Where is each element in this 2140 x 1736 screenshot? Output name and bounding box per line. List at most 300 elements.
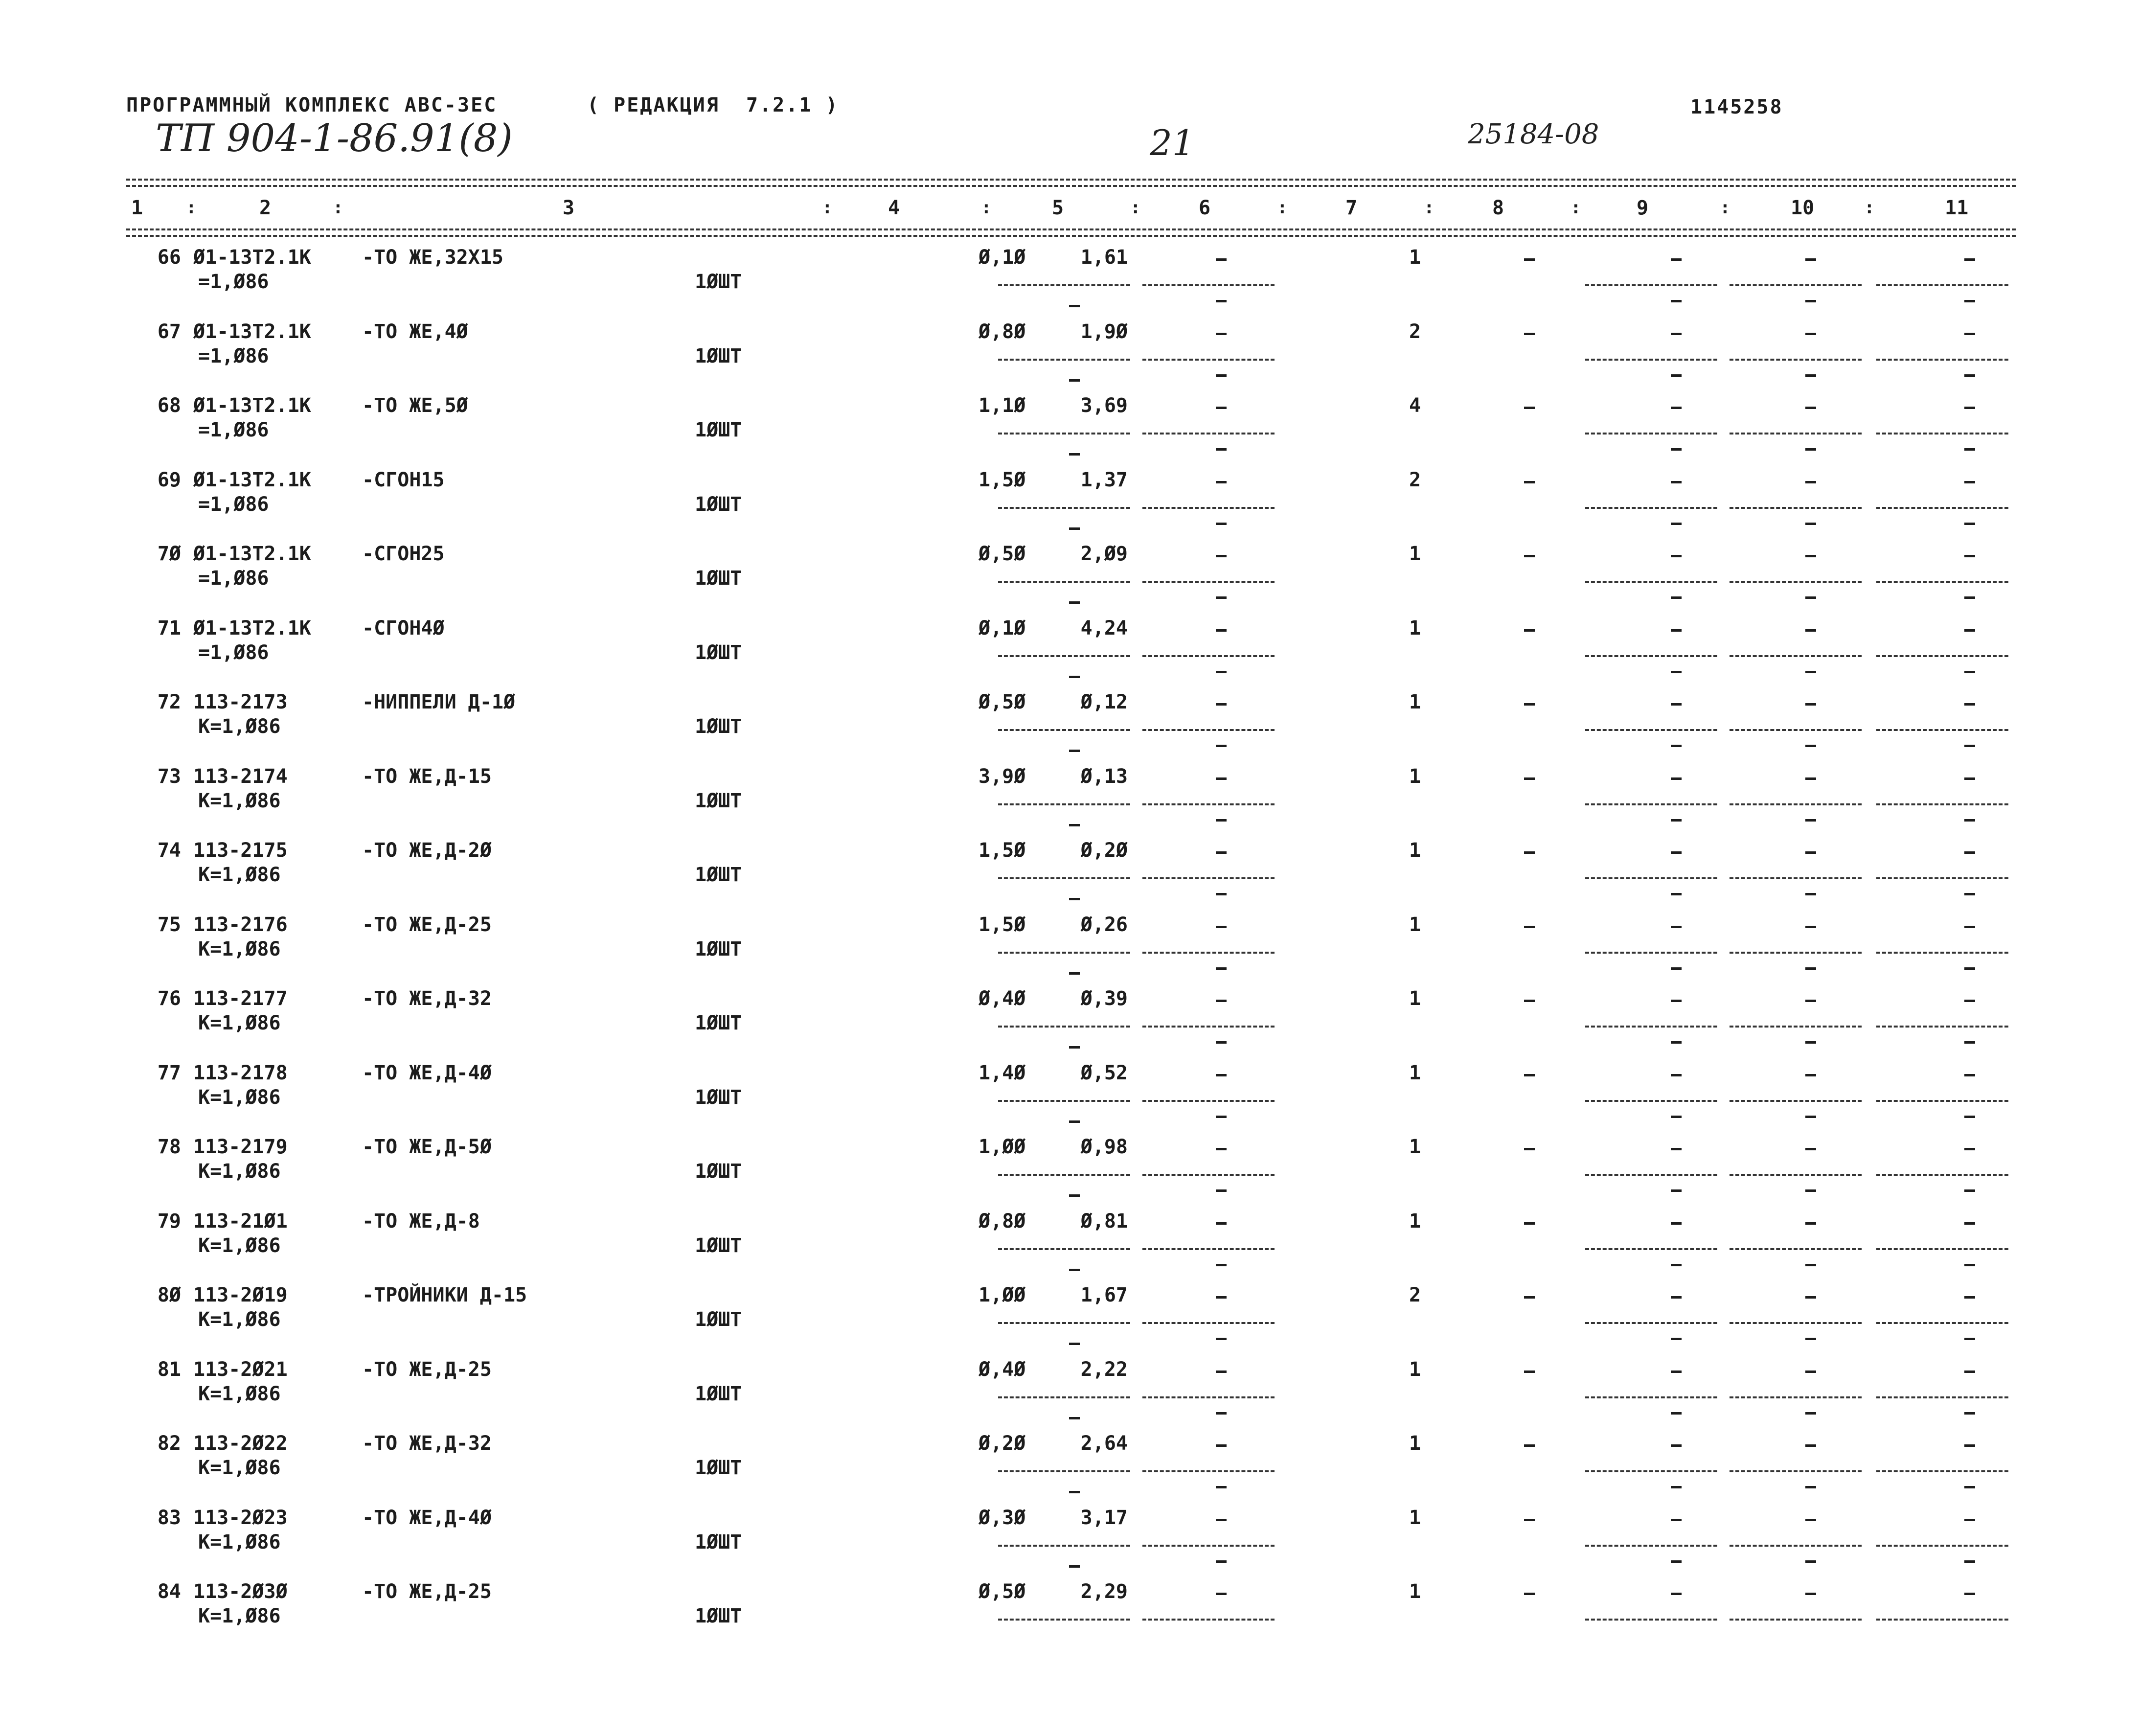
unit: 1ØШТ [695,790,742,812]
col10-underline [1730,1545,1862,1547]
resource-name: -ТО ЖЕ,Д-5Ø [362,1136,492,1158]
column-number: 2 [259,197,272,219]
quantity: 1,ØØ [979,1136,1026,1158]
col6-sub-dash [1216,1041,1227,1044]
col10-sub-dash [1805,1338,1816,1340]
col10-dash [1805,407,1816,409]
column-number: 3 [563,197,575,219]
col11-underline [1876,359,2008,361]
col10-sub-dash [1805,374,1816,377]
col11-sub-dash [1964,1041,1975,1044]
unit: 1ØШТ [695,1383,742,1405]
col9-dash [1671,1593,1682,1595]
col10-underline [1730,1026,1862,1028]
resource-name: -ТО ЖЕ,Д-25 [362,1580,492,1603]
col11-sub-dash [1964,1338,1975,1340]
resource-code: 113-21Ø1 [193,1210,288,1233]
col10-underline [1730,359,1862,361]
price: 4,24 [1080,617,1128,640]
col10-underline [1730,655,1862,657]
col11-sub-dash [1964,596,1975,599]
unit: 1ØШТ [695,345,742,367]
col8-dash [1524,333,1535,335]
col10-dash [1805,851,1816,854]
price-underline [998,1322,1130,1324]
price-underline [998,655,1130,657]
col11-sub-dash [1964,374,1975,377]
col11-sub-dash [1964,1412,1975,1415]
resource-code: 113-2177 [193,987,288,1010]
col7-value: 1 [1409,691,1421,713]
coefficient: К=1,Ø86 [198,1234,281,1257]
col6-dash [1216,1296,1227,1299]
price-sub-dash [1069,1120,1080,1123]
col6-sub-dash [1216,1412,1227,1415]
col6-sub-dash [1216,671,1227,673]
column-number: 6 [1199,197,1211,219]
resource-code: Ø1-13Т2.1К [193,617,311,640]
col7-value: 1 [1409,543,1421,565]
col10-sub-dash [1805,1189,1816,1192]
col10-dash [1805,777,1816,780]
col6-sub-dash [1216,523,1227,525]
col11-sub-dash [1964,819,1975,822]
row-number: 77 [157,1062,181,1084]
coefficient: К=1,Ø86 [198,1383,281,1405]
col6-underline [1142,877,1275,879]
col11-underline [1876,952,2008,954]
col6-sub-dash [1216,300,1227,302]
col9-underline [1585,1322,1717,1324]
col10-sub-dash [1805,893,1816,895]
price-sub-dash [1069,527,1080,530]
unit: 1ØШТ [695,1605,742,1627]
col10-sub-dash [1805,967,1816,970]
col7-value: 2 [1409,1284,1421,1306]
col11-underline [1876,433,2008,434]
col6-dash [1216,703,1227,706]
col11-sub-dash [1964,671,1975,673]
resource-name: -ТО ЖЕ,5Ø [362,394,468,417]
col11-sub-dash [1964,967,1975,970]
price-sub-dash [1069,676,1080,678]
price: Ø,81 [1080,1210,1128,1233]
col10-sub-dash [1805,1412,1816,1415]
column-separator: : [1864,198,1875,218]
column-number: 1 [131,197,143,219]
resource-code: 113-2Ø3Ø [193,1580,288,1603]
col9-sub-dash [1671,448,1682,451]
header-rule-top [126,179,2016,181]
col7-value: 1 [1409,1432,1421,1455]
quantity: Ø,1Ø [979,246,1026,269]
col6-underline [1142,433,1275,434]
column-separator: : [1571,198,1581,218]
resource-name: -ТО ЖЕ,Д-4Ø [362,1062,492,1084]
col11-sub-dash [1964,300,1975,302]
col10-underline [1730,952,1862,954]
col10-sub-dash [1805,523,1816,525]
row-number: 66 [157,246,181,269]
col9-underline [1585,1545,1717,1547]
price-sub-dash [1069,1491,1080,1493]
sheet-code: 25184-08 [1468,118,1599,150]
resource-name: -ТО ЖЕ,Д-32 [362,987,492,1010]
col6-dash [1216,1371,1227,1373]
col8-dash [1524,703,1535,706]
col11-dash [1964,1000,1975,1002]
col11-sub-dash [1964,1264,1975,1266]
col8-dash [1524,1296,1535,1299]
col6-dash [1216,629,1227,632]
price: Ø,2Ø [1080,839,1128,862]
col9-sub-dash [1671,300,1682,302]
quantity: Ø,8Ø [979,1210,1026,1233]
col10-dash [1805,1148,1816,1150]
col10-dash [1805,1296,1816,1299]
col6-underline [1142,1545,1275,1547]
col7-value: 1 [1409,1358,1421,1381]
col9-sub-dash [1671,745,1682,747]
col10-sub-dash [1805,1041,1816,1044]
col11-underline [1876,729,2008,731]
unit: 1ØШТ [695,641,742,664]
col9-underline [1585,1174,1717,1176]
resource-code: Ø1-13Т2.1К [193,394,311,417]
row-number: 73 [157,765,181,788]
unit: 1ØШТ [695,493,742,516]
col11-sub-dash [1964,1560,1975,1563]
col6-sub-dash [1216,1116,1227,1118]
coefficient: К=1,Ø86 [198,715,281,738]
price-underline [998,359,1130,361]
resource-name: -ТО ЖЕ,Д-32 [362,1432,492,1455]
header-rule-top-2 [126,185,2016,187]
col6-dash [1216,481,1227,483]
col6-dash [1216,407,1227,409]
col11-sub-dash [1964,448,1975,451]
col7-value: 1 [1409,914,1421,936]
coefficient: К=1,Ø86 [198,1012,281,1034]
col7-value: 2 [1409,469,1421,491]
col10-dash [1805,1371,1816,1373]
column-number: 5 [1052,197,1064,219]
price-sub-dash [1069,1269,1080,1271]
col11-dash [1964,1074,1975,1076]
price-underline [998,1396,1130,1398]
price-underline [998,1174,1130,1176]
col6-dash [1216,851,1227,854]
col9-dash [1671,555,1682,557]
price: 3,69 [1080,394,1128,417]
column-number: 4 [888,197,900,219]
col9-sub-dash [1671,596,1682,599]
resource-name: -ТО ЖЕ,Д-25 [362,1358,492,1381]
quantity: 1,5Ø [979,469,1026,491]
coefficient: К=1,Ø86 [198,1457,281,1479]
resource-code: 113-2178 [193,1062,288,1084]
col6-dash [1216,777,1227,780]
resource-code: Ø1-13Т2.1К [193,320,311,343]
unit: 1ØШТ [695,1457,742,1479]
price-sub-dash [1069,972,1080,975]
col9-underline [1585,1619,1717,1621]
col9-sub-dash [1671,1486,1682,1488]
quantity: 1,4Ø [979,1062,1026,1084]
price-underline [998,877,1130,879]
col7-value: 1 [1409,1136,1421,1158]
col7-value: 1 [1409,987,1421,1010]
price: Ø,39 [1080,987,1128,1010]
col6-dash [1216,1074,1227,1076]
col10-sub-dash [1805,448,1816,451]
col11-underline [1876,877,2008,879]
quantity: Ø,3Ø [979,1507,1026,1529]
col9-underline [1585,1248,1717,1250]
col11-dash [1964,1519,1975,1521]
resource-code: 113-2175 [193,839,288,862]
col11-dash [1964,1444,1975,1447]
unit: 1ØШТ [695,419,742,441]
col10-underline [1730,1619,1862,1621]
col6-underline [1142,507,1275,509]
row-number: 84 [157,1580,181,1603]
col10-underline [1730,433,1862,434]
col6-underline [1142,359,1275,361]
price-underline [998,729,1130,731]
col6-sub-dash [1216,448,1227,451]
col7-value: 2 [1409,320,1421,343]
col11-dash [1964,703,1975,706]
col6-sub-dash [1216,596,1227,599]
col9-sub-dash [1671,893,1682,895]
row-number: 8Ø [157,1284,181,1306]
col9-dash [1671,333,1682,335]
col11-underline [1876,1100,2008,1102]
edition-label: ( РЕДАКЦИЯ 7.2.1 ) [587,94,839,116]
page-number: 21 [1150,122,1195,163]
col10-dash [1805,481,1816,483]
col9-sub-dash [1671,819,1682,822]
quantity: Ø,4Ø [979,987,1026,1010]
col6-dash [1216,1593,1227,1595]
quantity: 1,1Ø [979,394,1026,417]
coefficient: =1,Ø86 [198,271,269,293]
col10-sub-dash [1805,1116,1816,1118]
col9-dash [1671,1296,1682,1299]
col6-sub-dash [1216,1189,1227,1192]
col9-underline [1585,1470,1717,1472]
col10-sub-dash [1805,819,1816,822]
col9-sub-dash [1671,1560,1682,1563]
col10-underline [1730,1248,1862,1250]
col9-dash [1671,1222,1682,1225]
column-number: 9 [1637,197,1649,219]
col9-underline [1585,803,1717,805]
price: Ø,52 [1080,1062,1128,1084]
price: 1,61 [1080,246,1128,269]
col11-sub-dash [1964,523,1975,525]
unit: 1ØШТ [695,1086,742,1109]
col11-dash [1964,851,1975,854]
col10-underline [1730,1396,1862,1398]
unit: 1ØШТ [695,938,742,960]
col11-dash [1964,926,1975,928]
header-rule-bottom-2 [126,235,2016,237]
col8-dash [1524,851,1535,854]
resource-code: Ø1-13Т2.1К [193,246,311,269]
col6-underline [1142,1619,1275,1621]
col10-dash [1805,703,1816,706]
row-number: 78 [157,1136,181,1158]
col6-sub-dash [1216,1338,1227,1340]
row-number: 74 [157,839,181,862]
col11-dash [1964,258,1975,261]
col10-dash [1805,258,1816,261]
price-sub-dash [1069,1565,1080,1568]
price-sub-dash [1069,750,1080,752]
price: Ø,98 [1080,1136,1128,1158]
price: 2,64 [1080,1432,1128,1455]
col6-sub-dash [1216,374,1227,377]
col10-sub-dash [1805,596,1816,599]
column-number: 11 [1945,197,1969,219]
coefficient: К=1,Ø86 [198,1531,281,1553]
col11-underline [1876,1619,2008,1621]
coefficient: К=1,Ø86 [198,938,281,960]
row-number: 79 [157,1210,181,1233]
col9-dash [1671,629,1682,632]
col10-dash [1805,1444,1816,1447]
col7-value: 1 [1409,765,1421,788]
col9-underline [1585,284,1717,286]
col6-dash [1216,333,1227,335]
col11-sub-dash [1964,745,1975,747]
coefficient: К=1,Ø86 [198,864,281,886]
quantity: Ø,5Ø [979,543,1026,565]
unit: 1ØШТ [695,715,742,738]
col9-dash [1671,1519,1682,1521]
col11-dash [1964,1593,1975,1595]
col9-underline [1585,1026,1717,1028]
price-sub-dash [1069,1343,1080,1345]
col9-dash [1671,481,1682,483]
col9-underline [1585,952,1717,954]
quantity: 1,ØØ [979,1284,1026,1306]
price-underline [998,284,1130,286]
col8-dash [1524,555,1535,557]
col11-underline [1876,655,2008,657]
col11-dash [1964,1222,1975,1225]
col9-underline [1585,433,1717,434]
resource-code: 113-2Ø19 [193,1284,288,1306]
col7-value: 1 [1409,1580,1421,1603]
col9-sub-dash [1671,967,1682,970]
resource-name: -ТРОЙНИКИ Д-15 [362,1284,527,1306]
price-underline [998,952,1130,954]
col11-underline [1876,284,2008,286]
col10-underline [1730,803,1862,805]
col7-value: 4 [1409,394,1421,417]
row-number: 67 [157,320,181,343]
col10-dash [1805,1222,1816,1225]
coefficient: =1,Ø86 [198,419,269,441]
col10-underline [1730,284,1862,286]
col9-underline [1585,729,1717,731]
price-sub-dash [1069,1194,1080,1197]
col6-underline [1142,1470,1275,1472]
col8-dash [1524,407,1535,409]
col9-dash [1671,407,1682,409]
col11-sub-dash [1964,1486,1975,1488]
unit: 1ØШТ [695,1308,742,1331]
price-sub-dash [1069,379,1080,382]
col9-underline [1585,655,1717,657]
resource-name: -СГОН4Ø [362,617,445,640]
price: 1,67 [1080,1284,1128,1306]
col6-sub-dash [1216,1560,1227,1563]
col8-dash [1524,777,1535,780]
col11-dash [1964,1371,1975,1373]
col7-value: 1 [1409,246,1421,269]
col6-dash [1216,1444,1227,1447]
quantity: Ø,1Ø [979,617,1026,640]
coefficient: К=1,Ø86 [198,790,281,812]
col6-dash [1216,1222,1227,1225]
col7-value: 1 [1409,1062,1421,1084]
price-underline [998,507,1130,509]
col11-sub-dash [1964,1189,1975,1192]
resource-code: 113-2173 [193,691,288,713]
col10-dash [1805,1074,1816,1076]
price: 1,37 [1080,469,1128,491]
col9-underline [1585,877,1717,879]
quantity: 1,5Ø [979,839,1026,862]
price-sub-dash [1069,601,1080,604]
resource-name: -СГОН15 [362,469,445,491]
col9-sub-dash [1671,1264,1682,1266]
resource-name: -НИППЕЛИ Д-1Ø [362,691,516,713]
price-underline [998,803,1130,805]
col11-dash [1964,629,1975,632]
document-number: 1145258 [1690,96,1783,118]
col10-dash [1805,1000,1816,1002]
col9-sub-dash [1671,671,1682,673]
col9-dash [1671,1074,1682,1076]
col11-sub-dash [1964,1116,1975,1118]
col9-dash [1671,1000,1682,1002]
column-separator: : [1720,198,1730,218]
col9-sub-dash [1671,1412,1682,1415]
coefficient: К=1,Ø86 [198,1308,281,1331]
col11-underline [1876,803,2008,805]
col8-dash [1524,1371,1535,1373]
col8-dash [1524,481,1535,483]
col9-dash [1671,777,1682,780]
coefficient: К=1,Ø86 [198,1086,281,1109]
col11-dash [1964,333,1975,335]
price-underline [998,1100,1130,1102]
resource-name: -ТО ЖЕ,Д-8 [362,1210,480,1233]
col9-underline [1585,581,1717,583]
col10-underline [1730,581,1862,583]
resource-name: -ТО ЖЕ,32Х15 [362,246,503,269]
col10-underline [1730,729,1862,731]
col11-underline [1876,1248,2008,1250]
row-number: 83 [157,1507,181,1529]
col8-dash [1524,1222,1535,1225]
col10-dash [1805,1519,1816,1521]
